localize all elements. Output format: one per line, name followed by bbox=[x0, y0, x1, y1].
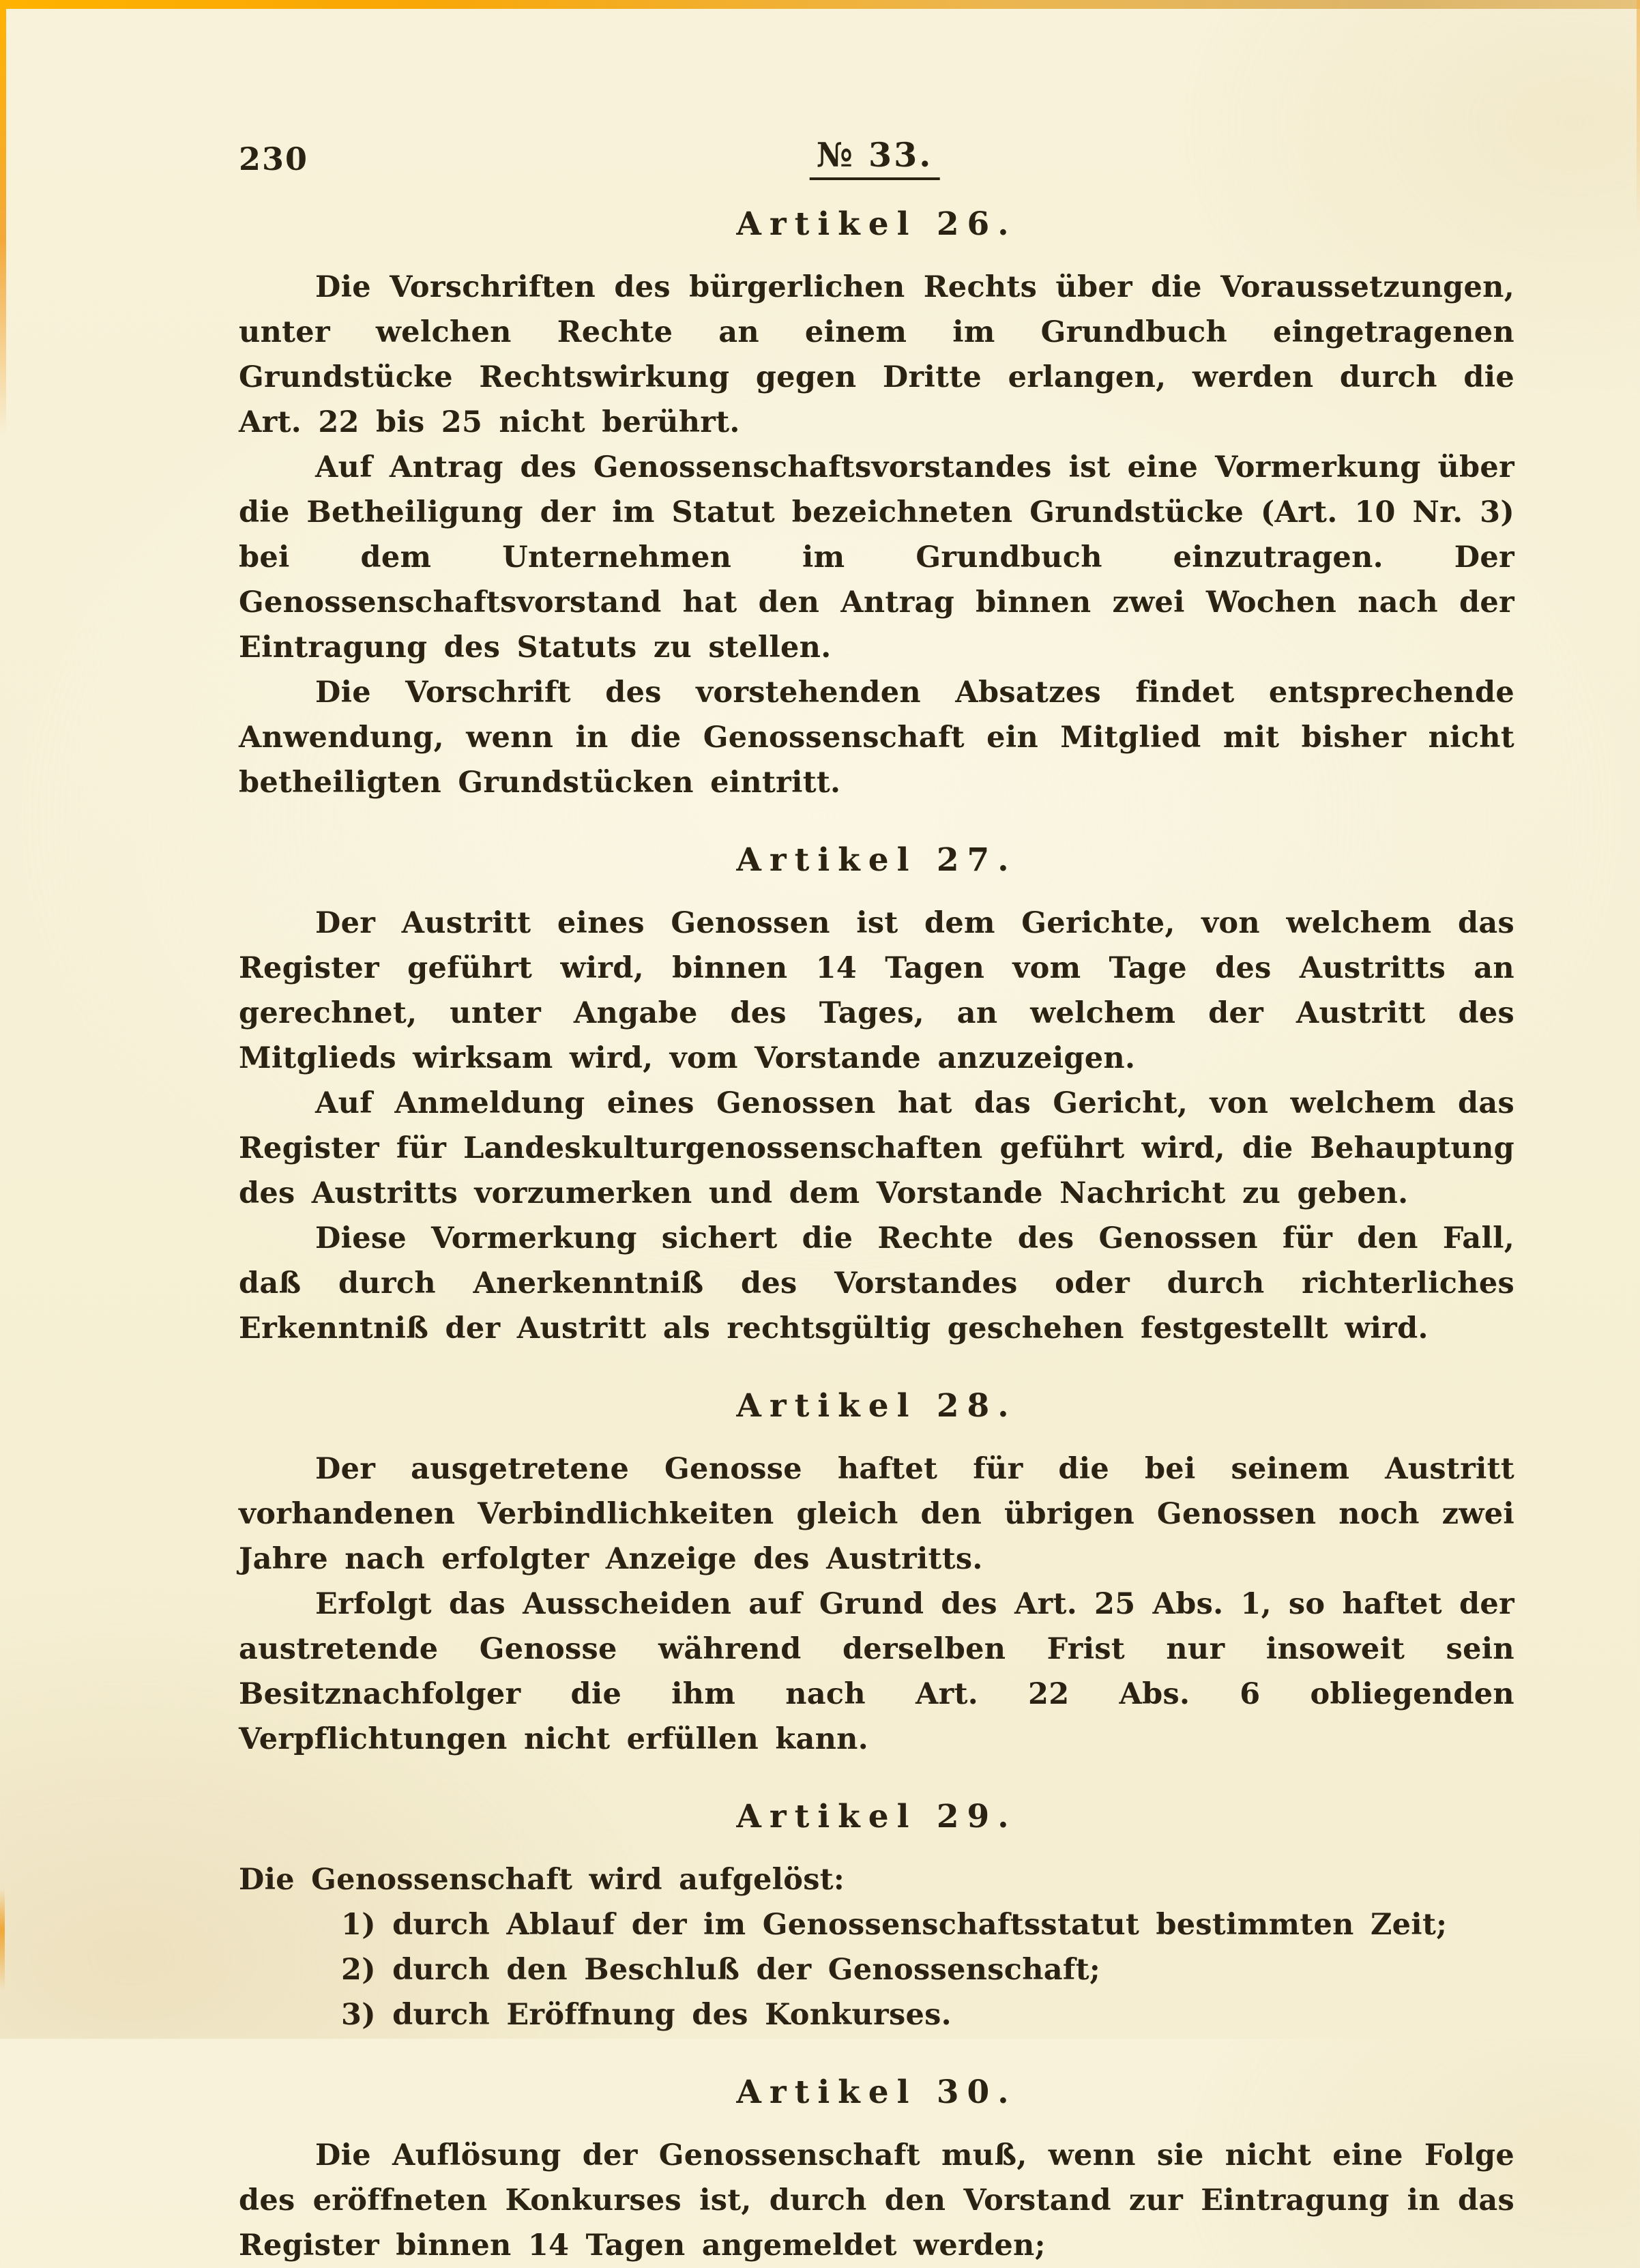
article-28-title: Artikel 28. bbox=[736, 1387, 1017, 1425]
article-26-paragraph-1: Die Vorschriften des bürgerlichen Rechts über die Voraussetzungen, unter welchen Rechte an einem im Grundbuch eingetragenen Grundstücke Rechtswirkung gegen Dritte erlangen, werden durch die Art. 22 bis 25 nicht berührt. bbox=[239, 270, 1514, 439]
scan-edge-left bbox=[0, 0, 6, 437]
article-30-paragraph-1: Die Auflösung der Genossenschaft muß, wenn sie nicht eine Folge des eröffneten Konkurses ist, durch den Vorstand zur Eintragung in das Register binnen 14 Tagen angemeldet werden; bbox=[239, 2138, 1514, 2263]
dissolution-list-item-3: 3) durch Eröffnung des Konkurses. bbox=[341, 1998, 952, 2032]
scan-edge-left-bottom bbox=[0, 1889, 5, 1991]
article-29-intro: Die Genossenschaft wird aufgelöst: bbox=[239, 1863, 845, 1897]
page-content bbox=[239, 202, 1514, 2268]
issue-number: № 33. bbox=[810, 135, 940, 180]
article-29 bbox=[239, 1794, 1514, 2037]
article-26-title: Artikel 26. bbox=[736, 205, 1017, 243]
article-27-title: Artikel 27. bbox=[736, 841, 1017, 879]
article-27-paragraph-2: Auf Anmeldung eines Genossen hat das Gericht, von welchem das Register für Landeskulturgenossenschaften geführt wird, die Behauptung des Austritts vorzumerken und dem Vorstande Nachricht zu geben. bbox=[239, 1086, 1514, 1210]
dissolution-list-item-1: 1) durch Ablauf der im Genossenschaftsstatut bestimmten Zeit; bbox=[341, 1908, 1448, 1942]
article-28-paragraph-1: Der ausgetretene Genosse haftet für die bei seinem Austritt vorhandenen Verbindlichkeiten gleich den übrigen Genossen noch zwei Jahre nach erfolgter Anzeige des Austritts. bbox=[239, 1452, 1514, 1576]
article-30 bbox=[239, 2070, 1514, 2268]
article-27-paragraph-3: Diese Vormerkung sichert die Rechte des Genossen für den Fall, daß durch Anerkenntniß des Vorstandes oder durch richterliches Erkenntniß der Austritt als rechtsgültig geschehen festgestellt wird. bbox=[239, 1221, 1514, 1346]
article-30-title: Artikel 30. bbox=[736, 2074, 1017, 2111]
article-26 bbox=[239, 202, 1514, 805]
article-28-paragraph-2: Erfolgt das Ausscheiden auf Grund des Art. 25 Abs. 1, so haftet der austretende Genosse während derselben Frist nur insoweit sein Besitznachfolger die ihm nach Art. 22 Abs. 6 obliegenden Verpflichtungen nicht erfüllen kann. bbox=[239, 1587, 1514, 1756]
article-27-paragraph-1: Der Austritt eines Genossen ist dem Gerichte, von welchem das Register geführt wird, binnen 14 Tagen vom Tage des Austritts an gerechnet, unter Angabe des Tages, an welchem der Austritt des Mitglieds wirksam wird, vom Vorstande anzuzeigen. bbox=[239, 906, 1514, 1075]
article-26-paragraph-2: Auf Antrag des Genossenschaftsvorstandes ist eine Vormerkung über die Betheiligung der im Statut bezeichneten Grundstücke (Art. 10 Nr. 3) bei dem Unternehmen im Grundbuch einzutragen. Der Genossenschaftsvorstand hat den Antrag binnen zwei Wochen nach der Eintragung des Statuts zu stellen. bbox=[239, 450, 1514, 665]
page-number: 230 bbox=[239, 141, 309, 177]
article-29-title: Artikel 29. bbox=[736, 1798, 1017, 1835]
article-27 bbox=[239, 838, 1514, 1351]
article-26-paragraph-3: Die Vorschrift des vorstehenden Absatzes findet entsprechende Anwendung, wenn in die Genossenschaft ein Mitglied mit bisher nicht betheiligten Grundstücken eintritt. bbox=[239, 675, 1514, 800]
scan-edge-right bbox=[1637, 0, 1640, 232]
article-28 bbox=[239, 1384, 1514, 1762]
page-header bbox=[239, 135, 1510, 183]
dissolution-list-item-2: 2) durch den Beschluß der Genossenschaft; bbox=[341, 1953, 1101, 1987]
scan-edge-top bbox=[0, 0, 1640, 9]
dissolution-list bbox=[341, 1902, 1514, 2037]
